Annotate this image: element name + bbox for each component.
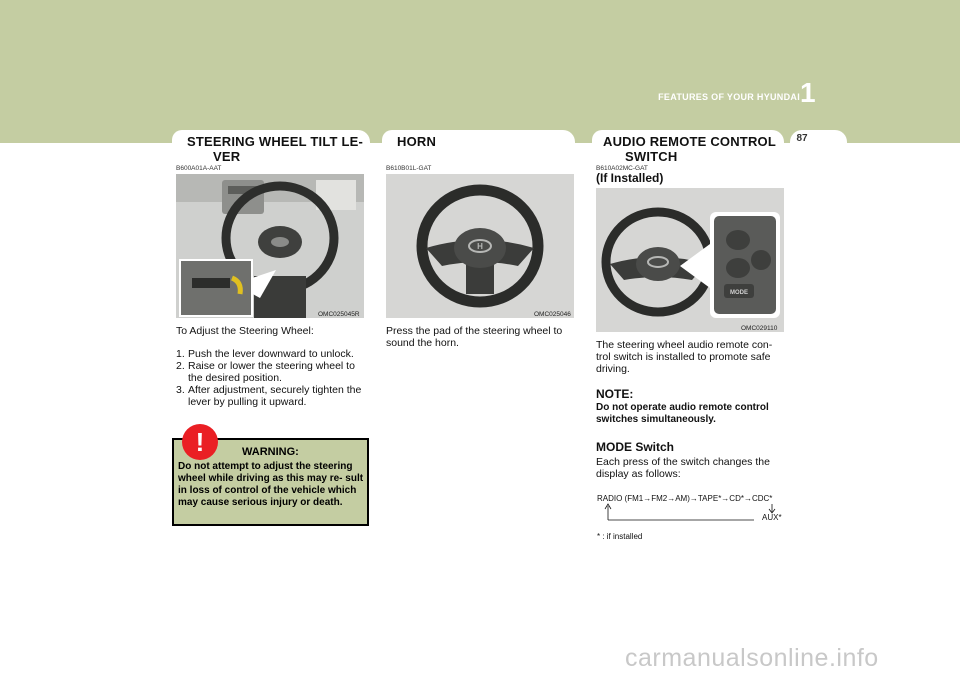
warning-text: Do not attempt to adjust the steering wheel while driving as this may re- sult in loss of control of the vehicle which may cause serious injury or death. <box>178 461 364 508</box>
steering-step: 1. Push the lever downward to unlock. <box>176 348 354 360</box>
mode-switch-text: Each press of the switch changes the display as follows: <box>596 456 770 480</box>
steering-lever-illustration <box>176 174 364 318</box>
chapter-number: 1 <box>800 77 816 108</box>
chapter-label: FEATURES OF YOUR HYUNDAI <box>658 92 800 102</box>
audio-image-code: OMC029110 <box>741 325 778 332</box>
horn-section-title: HORN <box>397 134 437 149</box>
steering-steps <box>176 348 371 408</box>
mode-switch-title: MODE Switch <box>596 440 675 454</box>
steering-wheel-illustration <box>386 174 574 318</box>
steering-section-title: STEERING WHEEL TILT LE- VER <box>187 134 364 164</box>
warning-title: WARNING: <box>242 446 299 458</box>
svg-text:H: H <box>477 242 483 251</box>
steering-intro: To Adjust the Steering Wheel: <box>176 325 314 337</box>
horn-section-code: B610B01L-GAT <box>386 165 432 172</box>
audio-remote-photo <box>596 188 784 332</box>
steering-image-code: OMC025045R <box>318 311 360 318</box>
steering-section-code: B600A01A-AAT <box>176 165 222 172</box>
audio-section-title: AUDIO REMOTE CONTROL SWITCH <box>603 134 776 164</box>
steering-lever-photo <box>176 174 364 318</box>
aux-label: AUX* <box>762 513 782 522</box>
watermark: carmanualsonline.info <box>625 644 879 672</box>
page-number: 87 <box>796 133 808 144</box>
mode-cycle-arrows <box>600 502 786 522</box>
svg-text:MODE: MODE <box>730 290 748 296</box>
audio-intro-text: The steering wheel audio remote con- trol switch is installed to promote safe driving. <box>596 339 773 375</box>
mode-sequence: RADIO (FM1→FM2→AM)→TAPE*→CD*→CDC* <box>597 494 773 503</box>
steering-step: 2. Raise or lower the steering wheel to the desired position. <box>176 360 355 384</box>
audio-section-code: B610A02MC-GAT <box>596 165 648 172</box>
footnote: * : if installed <box>597 532 643 541</box>
warning-exclamation-icon: ! <box>182 424 218 460</box>
audio-subtitle: (If Installed) <box>596 171 664 185</box>
steering-instructions <box>176 325 371 408</box>
horn-text: Press the pad of the steering wheel to sound the horn. <box>386 325 563 349</box>
audio-remote-illustration <box>596 188 784 332</box>
horn-wheel-photo <box>386 174 574 318</box>
header-band <box>0 0 960 143</box>
note-text: Do not operate audio remote control switches simultaneously. <box>596 402 769 425</box>
steering-step: 3. After adjustment, securely tighten the lever by pulling it upward. <box>176 384 362 408</box>
note-title: NOTE: <box>596 387 634 401</box>
horn-image-code: OMC025046 <box>534 311 571 318</box>
